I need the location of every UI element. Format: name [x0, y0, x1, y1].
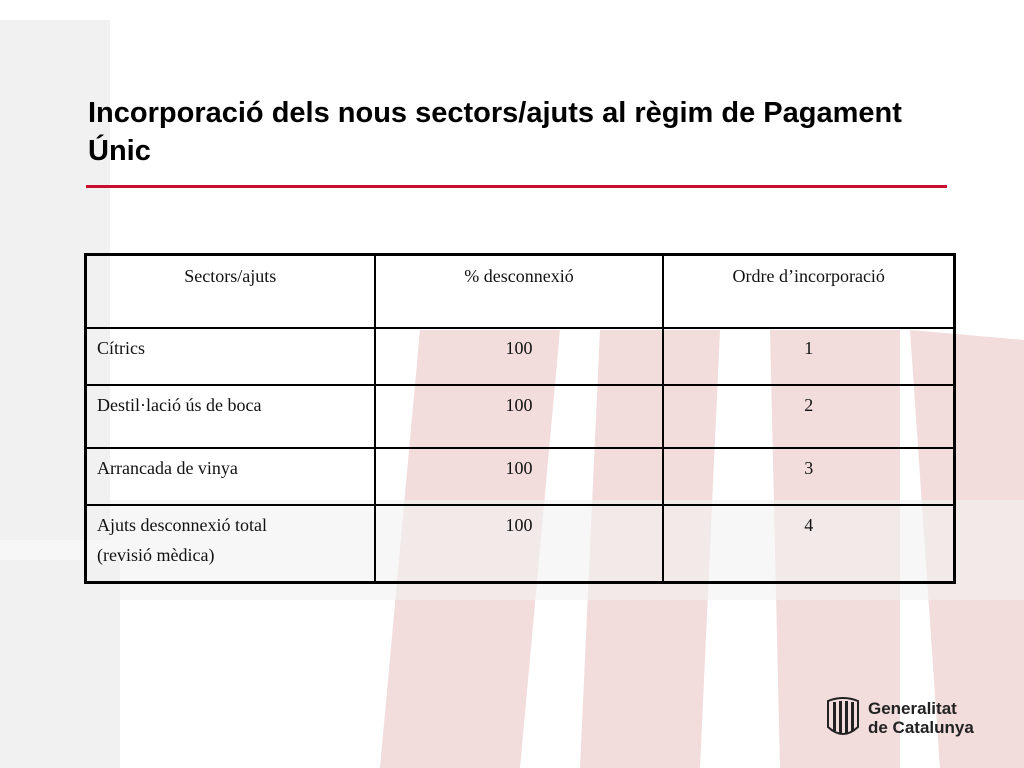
cell-sector: Arrancada de vinya [86, 448, 375, 505]
logo-text [868, 699, 974, 737]
cell-disconnection: 100 [375, 448, 664, 505]
table-row [86, 505, 955, 583]
slide-title: Incorporació dels nous sectors/ajuts al règim de Pagament Únic [88, 97, 902, 167]
table-header-row [86, 255, 955, 328]
sectors-table [84, 253, 956, 584]
header-incorporation-order: Ordre d’incorporació [663, 255, 954, 328]
generalitat-stripes-icon [826, 697, 860, 739]
cell-sector: Cítrics [86, 328, 375, 385]
cell-order: 4 [663, 505, 954, 583]
generalitat-logo [826, 697, 996, 741]
cell-order: 3 [663, 448, 954, 505]
logo-line1: Generalitat [868, 699, 957, 718]
title-underline [86, 185, 947, 188]
cell-disconnection: 100 [375, 505, 664, 583]
cell-disconnection: 100 [375, 328, 664, 385]
cell-sector-line1: Ajuts desconnexió total [97, 514, 267, 535]
header-disconnection: % desconnexió [375, 255, 664, 328]
table-row [86, 328, 955, 385]
cell-order: 1 [663, 328, 954, 385]
logo-line2: de Catalunya [868, 718, 974, 737]
cell-sector [86, 505, 375, 583]
cell-order: 2 [663, 385, 954, 448]
cell-sector: Destil·lació ús de boca [86, 385, 375, 448]
table-row [86, 448, 955, 505]
table-row [86, 385, 955, 448]
cell-sector-line2: (revisió mèdica) [97, 544, 215, 565]
header-sectors: Sectors/ajuts [86, 255, 375, 328]
cell-disconnection: 100 [375, 385, 664, 448]
